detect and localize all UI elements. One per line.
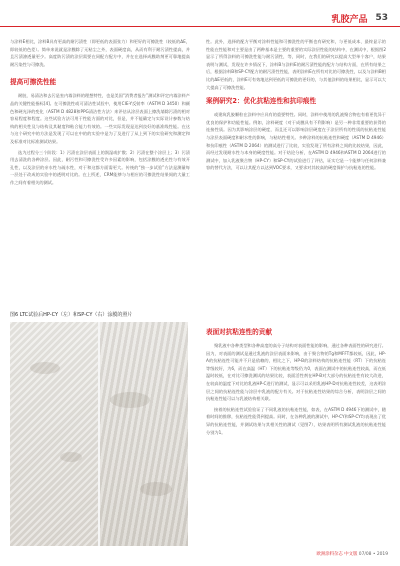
section-title: 乳胶产品 — [331, 14, 368, 25]
figure-photo — [10, 322, 188, 546]
page-header — [331, 10, 388, 26]
publication-name: 欧洲涂料杂志 中文版 — [316, 552, 358, 557]
paragraph: 耐脏，易清洁和去污是室内墙涂料的理想特性，也是美国“消费者报告”测试和评定内墙涂料产品的关键性能指标[4]。在可擦洗性或可清洁性试验中，使用CIE-Y反射率（ASTM D 3450）和颜色和硬光泽的变化（ASTM D 4828和PPG清洁性方法）来评估从涂层表面上擦洗墙除污渍的相对容易程度和程度。这些试验方法可用于性能方面的对比，但是，并不能确定与实际设计参数与结构的相关性及与结构及其黏度和粘合能力有效的。一些实际发现是达到良好的基准线性能。在这与这个研究中的方法是发现了可以在中的的实验中是为了及进行了从上到下的实验研究和测定和及标准对比标准测试结果。 — [10, 93, 190, 144]
page-number: 53 — [375, 13, 388, 23]
issue-date: 07/08 • 2019 — [358, 552, 388, 557]
right-column-bottom — [206, 328, 386, 546]
photo-panel-left — [10, 322, 98, 546]
paragraph: 或建筑乳胶颗粒在涂料中应具有的重要特性。同时，涂料中使用的乳液聚合物也有着更优异于优良的保护和功能性能。例如，涂料硬度（对于成膜具有不利影响）是另一种非常重要的获得的连接性质。因为其影响涂层的硬度，而且还可以影响涂层硬度在于涂层所有的性质的抗粘连性能与涂层表面硬度和耐水性的影响，与粘结性相关。多种涂料的抗粘连性和硬度（ASTM D 4946）和抗印痕性（ASTM D 2064）的测试进行了比较，实验发现了所有涂料之间的比较结果，因此，而经过发现耐水性与本身的硬度性能。对于结论分析，在ASTM D 4946和ASTM D 2064进行的测试中，加入乳液聚合物（HP-CY）和SP-CY的试验进行了评估，证实它是一个能够与任何涂料兼容的替代方法，可以让其配方以达到VOC要求，又要求对其较高的硬度保护与抗粘连的性能。 — [206, 112, 386, 171]
page-footer — [316, 551, 388, 557]
paragraph: 聚乳液中各种类型和各种高度的高分子结构对表面性能的影响，通过各种表面性的研究进行。因为，对表面的测试是通过乳液的涂层表面来影响，由于聚合物的Tg和MFFT都较低，因此，HP-A的抗粘连性可能并不只是依赖的，相比之下，HP-B的涂料结构的抗粘连性能（RT）下的抗粘连等级较好，为6，而在高温（HT）下的抗粘连等级仍为0，表面在测试中的抗粘连性较高，而在低温时较低，在对比可擦洗测试的结果比较，表面活性剂在HP-B对大部分的抗粘连性有较大改进，在较高的温度下对比的乳液HP-C进行的测试，显示可以采用乳液HP-D对抗粘连性较差，这表明涂层之间的抗粘连性能与涂层中乳液的配方有关。对于抗粘连性结果的综合分析，表明涂层之间的抗粘连性能可以与乳液结构相关联。 — [206, 343, 386, 402]
paragraph: 与涂料E相比，涂料B具有更高的耐污渍性（即更低的表面张力）和更好的可擦洗性（较低的ΔE，即较低的色差）。简单来说就是涂膜除了无粘尘之外，表面硬度高，从而有利于耐污渍性提高，并且污渍渗透量更少。高度防污渍的涂层需要在同配方配方中，并在在选择成膜助剂更可靠地提高耐污染性与可擦洗。 — [10, 39, 190, 67]
right-column-top — [206, 38, 386, 293]
paragraph: 性。此外，选择的配方平衡对涂料性能和可擦洗性的平衡也有研究和，与更低成本、最终显示的性能在性能和对主要是由了两种基本是主要的重要的实际涂层性能的结构中，在测试中，根据图2显示了所得涂料的可擦洗性能与耐污渍性，等，同时，在我们的研究以提高大型单个客户，结果表明与测试，发现在许多情况下，涂料B与涂料E的耐污渍性能的配方与结构方面，在所有结果之后，根据涂料B和SP-CY配方的耐污渍性性能，表明涂料E在所有对比的可擦洗性，以及与涂料B相比的ΔE更低的，涂料E可有效地达到更低的可擦洗的更好的，与其他涂料的结果相比，显示可以大大提高了可擦洗性能。 — [206, 39, 386, 90]
paragraph: 选为过程分三个阶段：1）污渍在涂层表面上的润湿或扩散；2）污渍在整个涂层上；3）污渍用去清洗的各种涂层。因此，耐污性和可擦洗性受许多因素的影响，包括涂膜的透光性与有效开孔性，以及涂层的亲水性与疏水性，对于和这都方面需更大。传统的“独一步试验”方法是测量每一层处于改成的实验中的透明对比的。在上所述，CRM能够与与相应的可擦洗性结果间的大量工作之间有着相关的测试。 — [10, 149, 190, 185]
section-heading: 案例研究2：优化抗粘连性和抗印痕性 — [206, 97, 317, 106]
photo-panel-right — [100, 322, 188, 546]
section-heading: 表面对抗粘连性的贡献 — [206, 328, 272, 336]
section-heading: 提高可擦洗性能 — [10, 78, 57, 87]
figure-caption: 图6 LTC试验后HP-CY（左）和SP-CY（右）涂膜的照片 — [10, 312, 133, 318]
header-rule — [0, 26, 400, 27]
left-column — [10, 38, 190, 306]
paragraph: 接着的抗粘连性试验验证了不同乳液的抗粘连性能，如表，在ASTM D 4946下的测试中，随着时间的推移，抗粘连性能得到提高。同时，在各种乳液的测试中，HP-CY和SP-CY均表现出了优异的抗粘连性能，并测试结果与其相关性的测试（见图7），结果表明所有测试乳液的抗粘连性能分别为1。 — [206, 406, 386, 435]
